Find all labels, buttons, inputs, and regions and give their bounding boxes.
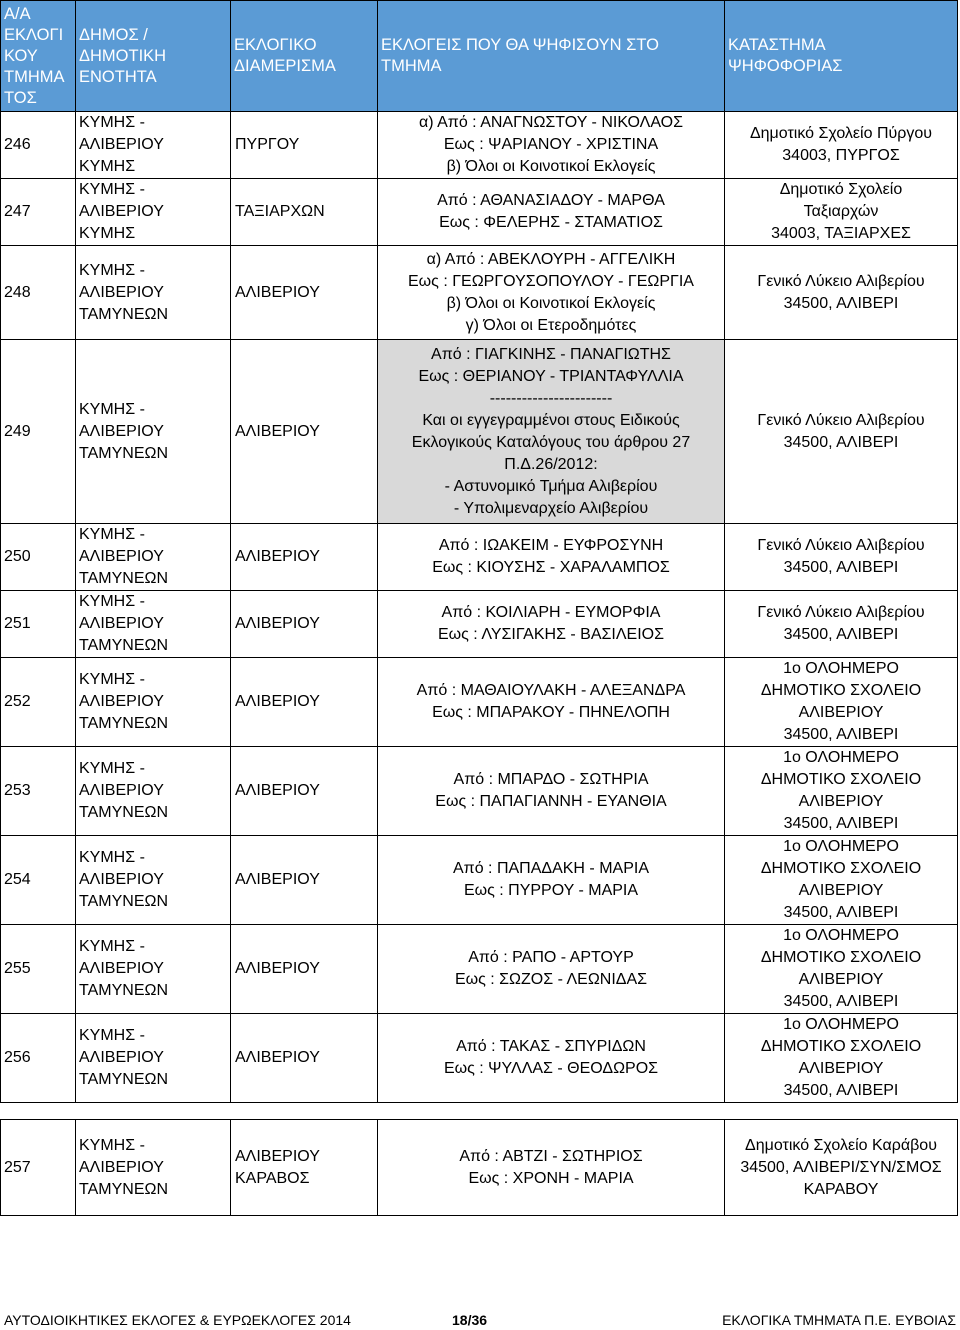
text-line: ΚΥΜΗΣ - — [79, 400, 145, 418]
text-line: 34500, ΑΛΙΒΕΡΙ — [783, 904, 899, 921]
table-row — [1, 1014, 958, 1103]
text-line: ΤΑΞΙΑΡΧΩΝ — [235, 203, 325, 220]
header-municipality — [76, 1, 231, 112]
electoral-district-cell — [231, 836, 378, 925]
header-line: ΕΝΟΤΗΤΑ — [79, 67, 157, 86]
text-line: ΑΛΙΒΕΡΙΟΥ — [79, 615, 164, 632]
electoral-district-cell — [231, 340, 378, 524]
table-row — [1, 112, 958, 179]
text-line: ΤΑΜΥΝΕΩΝ — [79, 570, 168, 587]
text-line: Από : ΜΠΑΡΔΟ - ΣΩΤΗΡΙΑ — [453, 771, 649, 788]
text-line: ΑΛΙΒΕΡΙΟΥ — [798, 793, 884, 810]
text-line: ΑΛΙΒΕΡΙΟΥ — [79, 203, 164, 220]
text-line: Εως : ΧΡΟΝΗ - ΜΑΡΙΑ — [468, 1169, 634, 1187]
text-line: Εως : ΠΑΠΑΓΙΑΝΝΗ - ΕΥΑΝΘΙΑ — [435, 793, 667, 810]
table-header-row — [1, 1, 958, 112]
table-row — [1, 658, 958, 747]
text-line: α) Από : ΑΒΕΚΛΟΥΡΗ - ΑΓΓΕΛΙΚΗ — [426, 250, 676, 268]
voters-cell — [378, 1014, 725, 1103]
text-line: ΚΑΡΑΒΟΥ — [803, 1180, 879, 1198]
table-row — [1, 340, 958, 524]
electoral-district-cell — [231, 747, 378, 836]
section-number-cell: 246 — [1, 112, 76, 179]
text-line: Από : ΡΑΠΟ - ΑΡΤΟΥΡ — [468, 949, 634, 966]
text-line: ΑΛΙΒΕΡΙΟΥ — [798, 1060, 884, 1077]
text-line: γ) Όλοι οι Ετεροδημότες — [465, 316, 637, 334]
header-line: ΔΗΜΟΤΙΚΗ — [79, 46, 167, 65]
table-row — [1, 179, 958, 246]
section-number-cell: 248 — [1, 246, 76, 340]
text-line: ΤΑΜΥΝΕΩΝ — [79, 305, 168, 323]
text-line: 34003, ΠΥΡΓΟΣ — [782, 147, 900, 164]
text-line: ΚΥΜΗΣ - — [79, 671, 145, 688]
page-number: 18/36 — [452, 1312, 488, 1328]
table-row — [1, 836, 958, 925]
text-line: ΑΛΙΒΕΡΙΟΥ — [79, 693, 164, 710]
text-line: Γενικό Λύκειο Αλιβερίου — [757, 411, 925, 429]
text-line: ΚΥΜΗΣ — [79, 158, 136, 175]
text-line: ΑΛΙΒΕΡΙΟΥ — [79, 782, 164, 799]
electoral-district-cell — [231, 179, 378, 246]
text-line: ΑΛΙΒΕΡΙΟΥ — [235, 693, 320, 710]
polling-place-cell — [725, 1120, 958, 1216]
text-line: 34500, ΑΛΙΒΕΡΙ — [783, 726, 899, 743]
text-line: Εως : ΣΩΖΟΣ - ΛΕΩΝΙΔΑΣ — [454, 971, 648, 988]
section-number-cell: 257 — [1, 1120, 76, 1216]
text-line: Από : ΤΑΚΑΣ - ΣΠΥΡΙΔΩΝ — [456, 1038, 646, 1055]
text-line: 34500, ΑΛΙΒΕΡΙ — [783, 993, 899, 1010]
text-line: Εως : ΠΥΡΡΟΥ - ΜΑΡΙΑ — [463, 882, 639, 899]
electoral-district-cell — [231, 246, 378, 340]
text-line: ΑΛΙΒΕΡΙΟΥ — [235, 871, 320, 888]
section-number-cell: 256 — [1, 1014, 76, 1103]
header-line: ΕΚΛΟΓΙ — [4, 25, 64, 44]
text-line: ΤΑΜΥΝΕΩΝ — [79, 804, 168, 821]
text-line: Δημοτικό Σχολείο Καράβου — [745, 1136, 937, 1154]
section-number-cell: 250 — [1, 524, 76, 591]
voters-cell — [378, 1120, 725, 1216]
text-line: ΔΗΜΟΤΙΚΟ ΣΧΟΛΕΙΟ — [760, 860, 922, 877]
text-line: Από : ΑΘΑΝΑΣΙΑΔΟΥ - ΜΑΡΘΑ — [437, 192, 665, 209]
electoral-district-cell — [231, 658, 378, 747]
voters-cell — [378, 524, 725, 591]
text-line: ΑΛΙΒΕΡΙΟΥ — [798, 704, 884, 721]
text-line: ΚΑΡΑΒΟΣ — [235, 1169, 310, 1187]
voters-cell — [378, 925, 725, 1014]
text-line: Εως : ΘΕΡΙΑΝΟΥ - ΤΡΙΑΝΤΑΦΥΛΛΙΑ — [418, 367, 684, 385]
table-row — [1, 747, 958, 836]
text-line: ΠΥΡΓΟΥ — [235, 136, 300, 153]
voters-cell — [378, 112, 725, 179]
text-line: 1ο ΟΛΟΗΜΕΡΟ — [783, 1016, 899, 1033]
table-row — [1, 246, 958, 340]
polling-place-cell — [725, 524, 958, 591]
text-line: ΤΑΜΥΝΕΩΝ — [79, 444, 168, 462]
text-line: Εως : ΨΥΛΛΑΣ - ΘΕΟΔΩΡΟΣ — [443, 1060, 659, 1077]
header-line: ΤΟΣ — [4, 88, 37, 107]
text-line: ΤΑΜΥΝΕΩΝ — [79, 715, 168, 732]
header-electoral-district — [231, 1, 378, 112]
municipality-cell — [76, 747, 231, 836]
table-row — [1, 591, 958, 658]
section-number-cell: 253 — [1, 747, 76, 836]
section-number-cell: 254 — [1, 836, 76, 925]
text-line: Από : ΚΟΙΛΙΑΡΗ - ΕΥΜΟΡΦΙΑ — [441, 604, 661, 621]
text-line: Εως : ΛΥΣΙΓΑΚΗΣ - ΒΑΣΙΛΕΙΟΣ — [437, 626, 664, 643]
text-line: ΚΥΜΗΣ - — [79, 261, 145, 279]
text-line: ΚΥΜΗΣ - — [79, 938, 145, 955]
electoral-district-cell — [231, 524, 378, 591]
text-line: 34500, ΑΛΙΒΕΡΙ — [783, 294, 899, 312]
text-line: Εως : ΚΙΟΥΣΗΣ - ΧΑΡΑΛΑΜΠΟΣ — [432, 559, 670, 576]
text-line: - Αστυνομικό Τμήμα Αλιβερίου — [444, 477, 658, 495]
header-voters — [378, 1, 725, 112]
text-line: ΑΛΙΒΕΡΙΟΥ — [79, 960, 164, 977]
text-line: ΔΗΜΟΤΙΚΟ ΣΧΟΛΕΙΟ — [760, 771, 922, 788]
text-line: Από : ΠΑΠΑΔΑΚΗ - ΜΑΡΙΑ — [453, 860, 649, 877]
voters-cell — [378, 246, 725, 340]
text-line: Π.Δ.26/2012: — [504, 455, 598, 473]
voters-cell — [378, 836, 725, 925]
text-line: Από : ΙΩΑΚΕΙΜ - ΕΥΦΡΟΣΥΝΗ — [438, 537, 664, 554]
voters-cell — [378, 747, 725, 836]
header-line: ΔΙΑΜΕΡΙΣΜΑ — [234, 57, 336, 75]
municipality-cell — [76, 925, 231, 1014]
municipality-cell — [76, 246, 231, 340]
municipality-cell — [76, 1120, 231, 1216]
text-line: ΑΛΙΒΕΡΙΟΥ — [79, 422, 164, 440]
voters-cell — [378, 658, 725, 747]
voters-cell — [378, 340, 725, 524]
municipality-cell — [76, 179, 231, 246]
text-line: 1ο ΟΛΟΗΜΕΡΟ — [783, 660, 899, 677]
text-line: ΑΛΙΒΕΡΙΟΥ — [235, 422, 320, 440]
voters-cell — [378, 179, 725, 246]
electoral-district-cell — [231, 1120, 378, 1216]
text-line: ΚΥΜΗΣ - — [79, 1027, 145, 1044]
header-polling-place — [725, 1, 958, 112]
polling-place-cell — [725, 591, 958, 658]
text-line: ΑΛΙΒΕΡΙΟΥ — [235, 782, 320, 799]
text-line: 1ο ΟΛΟΗΜΕΡΟ — [783, 927, 899, 944]
text-line: Εως : ΨΑΡΙΑΝΟΥ - ΧΡΙΣΤΙΝΑ — [443, 136, 659, 153]
text-line: ΤΑΜΥΝΕΩΝ — [79, 982, 168, 999]
text-line: Εως : ΓΕΩΡΓΟΥΣΟΠΟΥΛΟΥ - ΓΕΩΡΓΙΑ — [408, 272, 694, 290]
text-line: ΑΛΙΒΕΡΙΟΥ — [235, 1147, 320, 1165]
header-line: ΤΜΗΜΑ — [4, 67, 65, 86]
text-line: 34500, ΑΛΙΒΕΡΙ/ΣΥΝ/ΣΜΟΣ — [740, 1158, 942, 1176]
text-line: ΑΛΙΒΕΡΙΟΥ — [79, 871, 164, 888]
text-line: ----------------------- — [489, 389, 613, 407]
header-line: ΕΚΛΟΓΙΚΟ — [234, 36, 317, 54]
text-line: ΔΗΜΟΤΙΚΟ ΣΧΟΛΕΙΟ — [760, 1038, 922, 1055]
header-line: ΚΟΥ — [4, 46, 38, 65]
polling-place-cell — [725, 925, 958, 1014]
section-number-cell: 249 — [1, 340, 76, 524]
polling-place-cell — [725, 340, 958, 524]
text-line: Και οι εγγεγραμμένοι στους Ειδικούς — [422, 411, 680, 429]
text-line: ΤΑΜΥΝΕΩΝ — [79, 1071, 168, 1088]
table-row — [1, 1120, 958, 1216]
municipality-cell — [76, 524, 231, 591]
text-line: 34500, ΑΛΙΒΕΡΙ — [783, 626, 899, 643]
section-number-cell: 247 — [1, 179, 76, 246]
text-line: 34500, ΑΛΙΒΕΡΙ — [783, 1082, 899, 1099]
text-line: Δημοτικό Σχολείο — [779, 181, 903, 198]
text-line: ΑΛΙΒΕΡΙΟΥ — [79, 1158, 164, 1176]
text-line: ΑΛΙΒΕΡΙΟΥ — [235, 283, 320, 301]
text-line: ΤΑΜΥΝΕΩΝ — [79, 637, 168, 654]
polling-place-cell — [725, 836, 958, 925]
text-line: Γενικό Λύκειο Αλιβερίου — [757, 537, 925, 554]
text-line: Από : ΜΑΘΑΙΟΥΛΑΚΗ - ΑΛΕΞΑΝΔΡΑ — [416, 682, 686, 699]
text-line: ΔΗΜΟΤΙΚΟ ΣΧΟΛΕΙΟ — [760, 949, 922, 966]
text-line: 34500, ΑΛΙΒΕΡΙ — [783, 433, 899, 451]
section-number-cell: 252 — [1, 658, 76, 747]
electoral-district-cell — [231, 925, 378, 1014]
text-line: ΚΥΜΗΣ - — [79, 181, 145, 198]
text-line: 1ο ΟΛΟΗΜΕΡΟ — [783, 838, 899, 855]
text-line: Ταξιαρχών — [803, 203, 879, 220]
polling-place-cell — [725, 658, 958, 747]
municipality-cell — [76, 340, 231, 524]
text-line: ΑΛΙΒΕΡΙΟΥ — [235, 1049, 320, 1066]
municipality-cell — [76, 836, 231, 925]
text-line: ΚΥΜΗΣ - — [79, 1136, 145, 1154]
section-number-cell: 251 — [1, 591, 76, 658]
header-section-number — [1, 1, 76, 112]
footer-right-text: ΕΚΛΟΓΙΚΑ ΤΜΗΜΑΤΑ Π.Ε. ΕΥΒΟΙΑΣ — [722, 1312, 956, 1328]
municipality-cell — [76, 1014, 231, 1103]
table-row — [1, 925, 958, 1014]
text-line: ΚΥΜΗΣ - — [79, 593, 145, 610]
municipality-cell — [76, 591, 231, 658]
text-line: ΚΥΜΗΣ - — [79, 849, 145, 866]
text-line: ΚΥΜΗΣ — [79, 225, 136, 242]
table-row — [1, 524, 958, 591]
text-line: ΚΥΜΗΣ - — [79, 760, 145, 777]
text-line: ΚΥΜΗΣ - — [79, 526, 145, 543]
text-line: ΚΥΜΗΣ - — [79, 114, 145, 131]
polling-place-cell — [725, 246, 958, 340]
text-line: Από : ΓΙΑΓΚΙΝΗΣ - ΠΑΝΑΓΙΩΤΗΣ — [431, 345, 671, 363]
text-line: 34003, ΤΑΞΙΑΡΧΕΣ — [771, 225, 911, 242]
text-line: β) Όλοι οι Κοινοτικοί Εκλογείς — [446, 294, 656, 312]
text-line: Γενικό Λύκειο Αλιβερίου — [757, 272, 925, 290]
electoral-district-cell — [231, 1014, 378, 1103]
electoral-district-cell — [231, 591, 378, 658]
section-number-cell: 255 — [1, 925, 76, 1014]
header-line: ΚΑΤΑΣΤΗΜΑ — [728, 36, 826, 54]
polling-place-cell — [725, 179, 958, 246]
header-line: ΔΗΜΟΣ / — [79, 25, 148, 44]
text-line: ΑΛΙΒΕΡΙΟΥ — [79, 136, 164, 153]
text-line: ΑΛΙΒΕΡΙΟΥ — [79, 548, 164, 565]
text-line: ΑΛΙΒΕΡΙΟΥ — [79, 1049, 164, 1066]
text-line: Εως : ΜΠΑΡΑΚΟΥ - ΠΗΝΕΛΟΠΗ — [432, 704, 670, 721]
municipality-cell — [76, 658, 231, 747]
electoral-district-cell — [231, 112, 378, 179]
text-line: ΑΛΙΒΕΡΙΟΥ — [235, 960, 320, 977]
text-line: ΑΛΙΒΕΡΙΟΥ — [798, 971, 884, 988]
text-line: 1ο ΟΛΟΗΜΕΡΟ — [783, 749, 899, 766]
header-line: Α/Α — [4, 4, 31, 23]
text-line: β) Όλοι οι Κοινοτικοί Εκλογείς — [446, 158, 656, 175]
header-line: ΨΗΦΟΦΟΡΙΑΣ — [728, 57, 843, 75]
municipality-cell — [76, 112, 231, 179]
text-line: 34500, ΑΛΙΒΕΡΙ — [783, 815, 899, 832]
header-line: ΤΜΗΜΑ — [381, 57, 442, 75]
text-line: ΑΛΙΒΕΡΙΟΥ — [79, 283, 164, 301]
text-line: Γενικό Λύκειο Αλιβερίου — [757, 604, 925, 621]
text-line: ΑΛΙΒΕΡΙΟΥ — [235, 615, 320, 632]
polling-place-cell — [725, 747, 958, 836]
polling-stations-table-continued — [0, 1119, 958, 1216]
text-line: ΔΗΜΟΤΙΚΟ ΣΧΟΛΕΙΟ — [760, 682, 922, 699]
header-line: ΕΚΛΟΓΕΙΣ ΠΟΥ ΘΑ ΨΗΦΙΣΟΥΝ ΣΤΟ — [381, 36, 659, 54]
footer-left-text: ΑΥΤΟΔΙΟΙΚΗΤΙΚΕΣ ΕΚΛΟΓΕΣ & ΕΥΡΩΕΚΛΟΓΕΣ 2014 — [4, 1312, 351, 1328]
text-line: Από : ΑΒΤΖΙ - ΣΩΤΗΡΙΟΣ — [459, 1147, 643, 1165]
text-line: ΑΛΙΒΕΡΙΟΥ — [235, 548, 320, 565]
voters-cell — [378, 591, 725, 658]
text-line: Δημοτικό Σχολείο Πύργου — [749, 125, 933, 142]
text-line: - Υπολιμεναρχείο Αλιβερίου — [453, 499, 649, 517]
text-line: 34500, ΑΛΙΒΕΡΙ — [783, 559, 899, 576]
text-line: Εως : ΦΕΛΕΡΗΣ - ΣΤΑΜΑΤΙΟΣ — [439, 214, 663, 231]
text-line: ΑΛΙΒΕΡΙΟΥ — [798, 882, 884, 899]
text-line: ΤΑΜΥΝΕΩΝ — [79, 893, 168, 910]
text-line: Εκλογικούς Καταλόγους του άρθρου 27 — [411, 433, 691, 451]
text-line: α) Από : ΑΝΑΓΝΩΣΤΟΥ - ΝΙΚΟΛΑΟΣ — [418, 114, 684, 131]
text-line: ΤΑΜΥΝΕΩΝ — [79, 1180, 168, 1198]
polling-place-cell — [725, 112, 958, 179]
polling-place-cell — [725, 1014, 958, 1103]
page-footer — [0, 1311, 960, 1330]
